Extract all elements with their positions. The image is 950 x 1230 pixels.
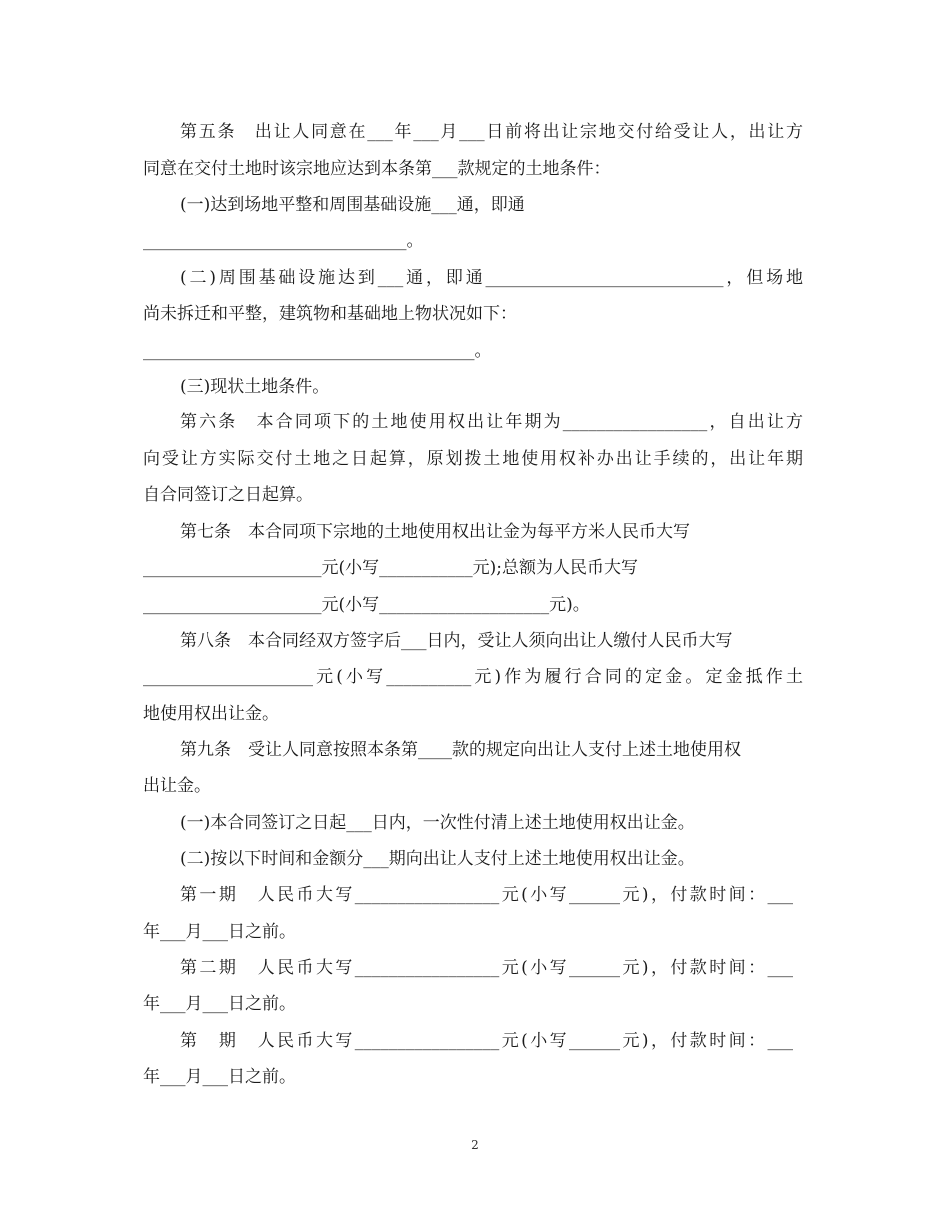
text-line: 年___月___日之前。: [143, 994, 296, 1014]
text-line: 第六条 本合同项下的土地使用权出让年期为_________________，自出让方: [180, 412, 803, 432]
text-line: 年___月___日之前。: [143, 1067, 296, 1087]
text-line: 地使用权出让金。: [143, 704, 279, 724]
text-line: 第八条 本合同经双方签字后___日内，受让人须向出让人缴付人民币大写: [180, 631, 733, 651]
text-line: (三)现状土地条件。: [180, 377, 330, 397]
text-line: 年___月___日之前。: [143, 922, 296, 942]
text-line: 第五条 出让人同意在___年___月___日前将出让宗地交付给受让人，出让方: [180, 122, 803, 142]
text-line: 尚未拆迁和平整，建筑物和基础地上物状况如下：: [143, 304, 517, 324]
text-line: 第一期 人民币大写_________________元(小写______元)，付款时间：___: [180, 885, 793, 905]
text-line: (二)周围基础设施达到___通，即通____________________________，但场地: [180, 268, 803, 288]
text-line: 第 期 人民币大写_________________元(小写______元)，付款时间：___: [180, 1031, 793, 1051]
text-line: _______________________________________。: [143, 341, 492, 361]
text-line: 第九条 受让人同意按照本条第____款的规定向出让人支付上述土地使用权: [180, 740, 741, 760]
text-line: 向受让方实际交付土地之日起算，原划拨土地使用权补办出让手续的，出让年期: [143, 449, 803, 469]
text-line: (一)本合同签订之日起___日内，一次性付清上述土地使用权出让金。: [180, 813, 695, 833]
text-line: 出让金。: [143, 776, 211, 796]
text-line: (一)达到场地平整和周围基础设施___通，即通: [180, 195, 525, 215]
text-line: 同意在交付土地时该宗地应达到本条第___款规定的土地条件：: [143, 159, 611, 179]
text-line: 第七条 本合同项下宗地的土地使用权出让金为每平方米人民币大写: [180, 522, 690, 542]
text-line: _____________________元(小写____________________元)。: [143, 595, 590, 615]
text-line: ____________________元(小写__________元)作为履行合同的定金。定金抵作土: [143, 667, 803, 687]
text-line: _______________________________。: [143, 231, 424, 251]
text-line: (二)按以下时间和金额分___期向出让人支付上述土地使用权出让金。: [180, 849, 695, 869]
text-line: _____________________元(小写___________元);总额为人民币大写: [143, 558, 638, 578]
page-number: 2: [471, 1138, 479, 1152]
text-line: 自合同签订之日起算。: [143, 485, 313, 505]
text-line: 第二期 人民币大写_________________元(小写______元)，付款时间：___: [180, 958, 793, 978]
